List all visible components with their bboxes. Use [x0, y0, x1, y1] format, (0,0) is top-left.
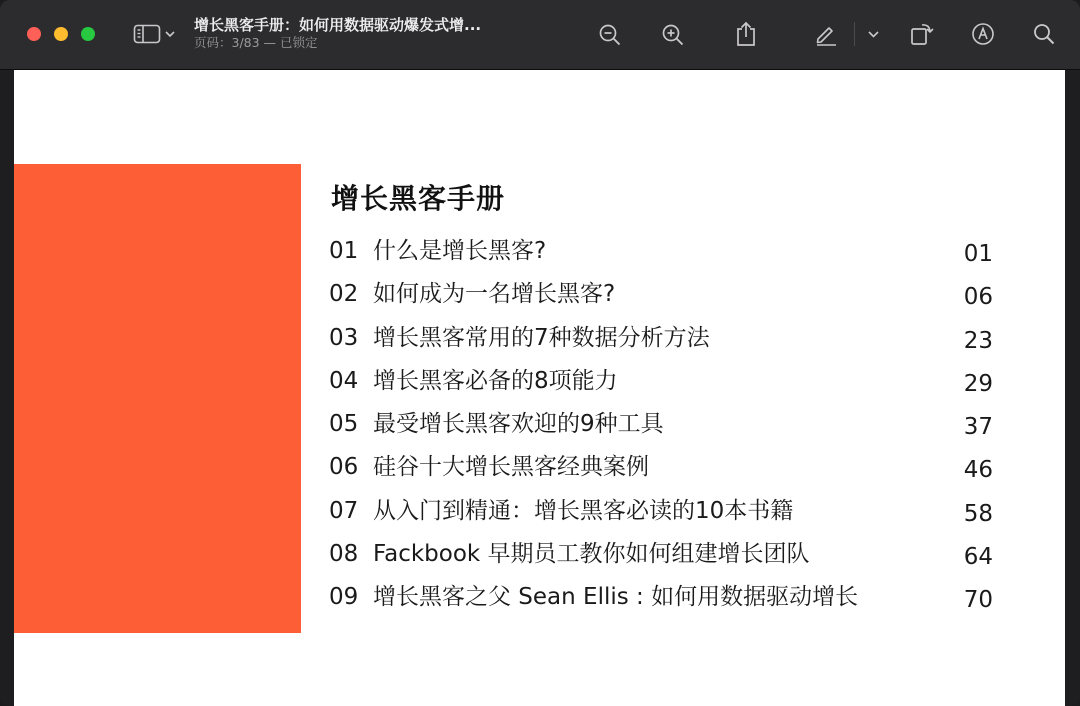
toc-entry-number: 02 — [329, 281, 359, 308]
decorative-color-block — [14, 164, 301, 633]
toc-entry-page: 70 — [963, 587, 993, 614]
toc-entry-number: 05 — [329, 411, 359, 438]
toc-entry-number: 09 — [329, 584, 359, 611]
toc-entry-title: 什么是增长黑客? — [373, 238, 547, 264]
toc-entry[interactable] — [329, 579, 999, 622]
minimize-window-button[interactable] — [54, 27, 68, 41]
toc-entry-title: 增长黑客常用的7种数据分析方法 — [373, 324, 710, 351]
search-icon — [1033, 23, 1055, 45]
share-icon — [735, 21, 757, 47]
toc-entry-number: 03 — [329, 324, 359, 351]
sidebar-toggle-button[interactable] — [130, 22, 178, 46]
markup-menu-button[interactable] — [864, 27, 882, 41]
toc-entry-page: 58 — [963, 500, 993, 527]
toc-entry-page: 37 — [963, 414, 993, 441]
toc-entry-title: 增长黑客之父 Sean Ellis : 如何用数据驱动增长 — [373, 584, 859, 611]
toc-entry-number: 04 — [329, 367, 359, 394]
rotate-button[interactable] — [908, 20, 936, 48]
chevron-down-icon — [165, 30, 175, 38]
sidebar-icon — [133, 24, 161, 44]
zoom-out-icon — [598, 23, 622, 47]
annotate-button[interactable] — [970, 21, 996, 47]
toc-entry-number: 06 — [329, 454, 359, 481]
close-window-button[interactable] — [27, 27, 41, 41]
toc-entry-page: 06 — [963, 284, 993, 311]
table-of-contents — [329, 233, 999, 623]
search-button[interactable] — [1032, 22, 1056, 46]
toc-entry[interactable] — [329, 406, 999, 449]
toc-entry-title: 最受增长黑客欢迎的9种工具 — [373, 411, 664, 438]
chevron-down-icon — [868, 30, 879, 38]
toc-heading: 增长黑客手册 — [331, 182, 506, 215]
toc-entry-page: 01 — [963, 241, 993, 267]
toc-entry[interactable] — [329, 320, 999, 363]
toc-entry[interactable] — [329, 449, 999, 492]
toc-entry-title: 增长黑客必备的8项能力 — [373, 367, 618, 394]
document-page — [14, 70, 1065, 706]
toc-entry[interactable] — [329, 233, 999, 276]
zoom-out-button[interactable] — [597, 22, 623, 48]
share-button[interactable] — [733, 20, 759, 48]
rotate-icon — [909, 21, 935, 47]
toc-entry[interactable] — [329, 363, 999, 406]
toc-entry-page: 29 — [963, 370, 993, 397]
toc-entry[interactable] — [329, 493, 999, 536]
toolbar-divider — [854, 22, 855, 46]
toc-entry-page: 46 — [963, 457, 993, 484]
toc-entry[interactable] — [329, 276, 999, 319]
zoom-window-button[interactable] — [81, 27, 95, 41]
toc-entry-title: Fackbook 早期员工教你如何组建增长团队 — [373, 541, 810, 568]
page-status: 页码：3/83 — 已锁定 — [194, 35, 318, 50]
annotate-icon — [971, 22, 995, 46]
title-bar — [0, 0, 1080, 70]
window-title-block — [194, 15, 554, 51]
zoom-in-icon — [661, 23, 685, 47]
toc-entry-title: 硅谷十大增长黑客经典案例 — [373, 454, 649, 481]
markup-pen-icon — [814, 22, 838, 46]
window-edge — [1065, 70, 1080, 706]
toc-entry-number: 07 — [329, 497, 359, 524]
toc-entry-number: 08 — [329, 541, 359, 568]
document-title: 增长黑客手册：如何用数据驱动爆发式增... — [194, 16, 482, 34]
toc-entry-title: 如何成为一名增长黑客? — [373, 281, 616, 308]
toc-entry-number: 01 — [329, 238, 359, 264]
toc-entry-page: 23 — [963, 327, 993, 354]
toc-entry[interactable] — [329, 536, 999, 579]
toc-entry-page: 64 — [963, 544, 993, 571]
zoom-in-button[interactable] — [660, 22, 686, 48]
markup-button[interactable] — [813, 21, 839, 47]
toc-entry-title: 从入门到精通：增长黑客必读的10本书籍 — [373, 497, 794, 524]
